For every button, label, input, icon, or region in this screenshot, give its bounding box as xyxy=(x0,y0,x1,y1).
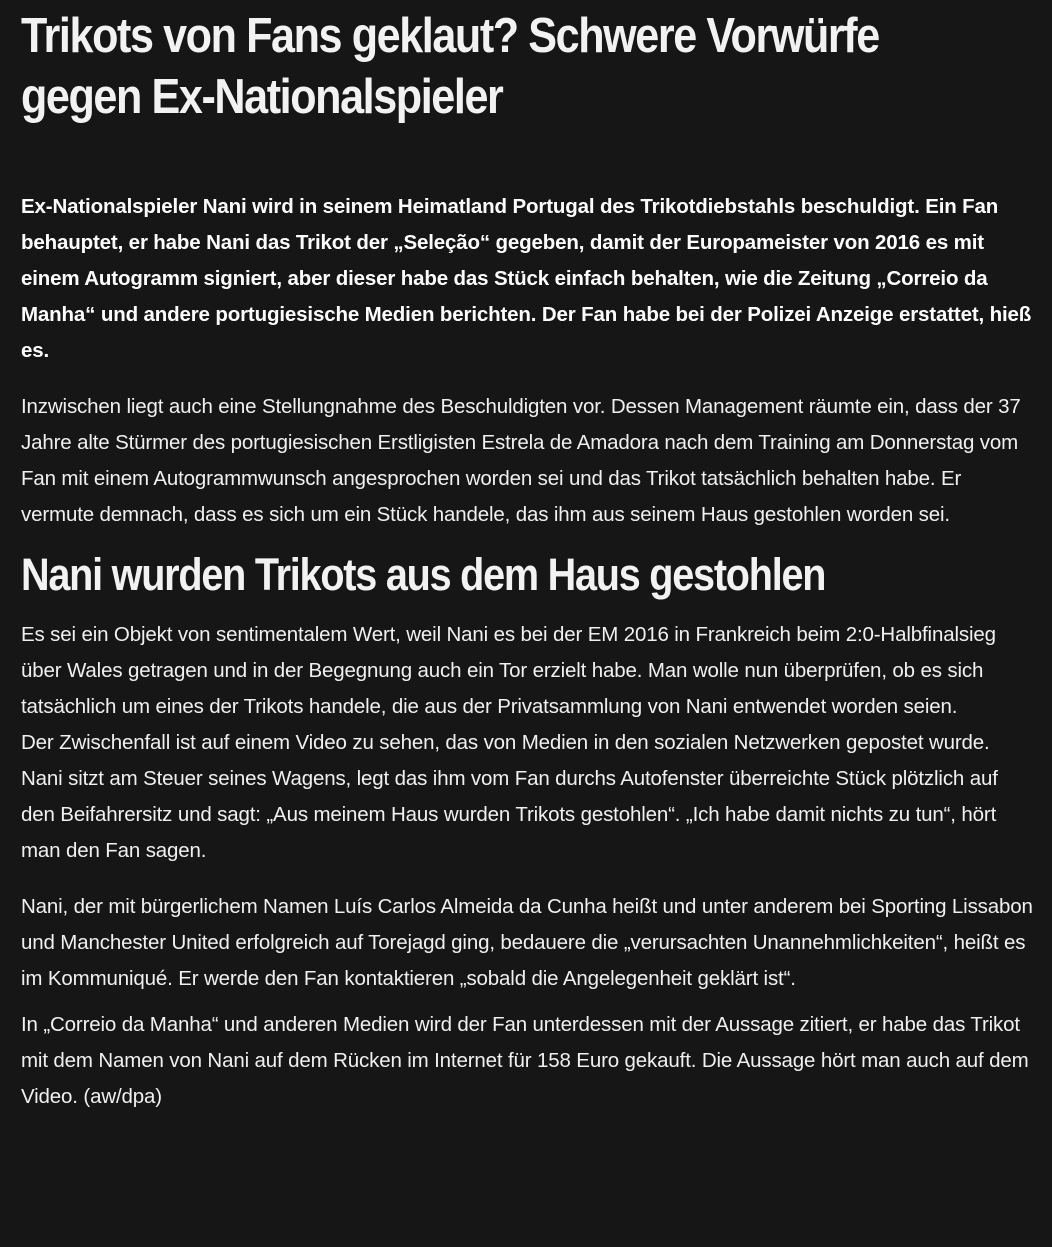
article-headline: Trikots von Fans geklaut? Schwere Vorwürfe gegen Ex-Nationalspieler xyxy=(21,9,879,124)
article-paragraph-1: Inzwischen liegt auch eine Stellungnahme des Beschuldigten vor. Dessen Management räumte ein, dass der 37 Jahre alte Stürmer des portugiesischen Erstligisten Estrela de Amadora nach dem Training am Donnerstag vom Fan mit einem Autogrammwunsch angesprochen worden sei und das Trikot tatsächlich behalten habe. Er vermute demnach, dass es sich um ein Stück handele, das ihm aus seinem Haus gestohlen worden sei. xyxy=(21,395,1021,526)
article-paragraph-4: Nani, der mit bürgerlichem Namen Luís Carlos Almeida da Cunha heißt und unter anderem bei Sporting Lissabon und Manchester United erfolgreich auf Torejagd ging, bedauere die „verursachten Unannehmlichkeiten“, heißt es im Kommuniqué. Er werde den Fan kontaktieren „sobald die Angelegenheit geklärt ist“. xyxy=(21,895,1033,990)
article-paragraph-5: In „Correio da Manha“ und anderen Medien wird der Fan unterdessen mit der Aussage zitiert, er habe das Trikot mit dem Namen von Nani auf dem Rücken im Internet für 158 Euro gekauft. Die Aussage hört man auch auf dem Video. (aw/dpa) xyxy=(21,1013,1029,1108)
article-paragraph-2: Es sei ein Objekt von sentimentalem Wert, weil Nani es bei der EM 2016 in Frankreich beim 2:0-Halbfinalsieg über Wales getragen und in der Begegnung auch ein Tor erzielt habe. Man wolle nun überprüfen, ob es sich tatsächlich um eines der Trikots handele, die aus der Privatsammlung von Nani entwendet worden seien. xyxy=(21,623,996,718)
article-subheadline: Nani wurden Trikots aus dem Haus gestohlen xyxy=(21,549,826,600)
article-lead: Ex-Nationalspieler Nani wird in seinem Heimatland Portugal des Trikotdiebstahls beschuldigt. Ein Fan behauptet, er habe Nani das Trikot der „Seleção“ gegeben, damit der Europameister von 2016 es mit einem Autogramm signiert, aber dieser habe das Stück einfach behalten, wie die Zeitung „Correio da Manha“ und andere portugiesische Medien berichten. Der Fan habe bei der Polizei Anzeige erstattet, hieß es. xyxy=(21,195,1032,362)
article-paragraph-3: Der Zwischenfall ist auf einem Video zu sehen, das von Medien in den sozialen Netzwerken gepostet wurde. Nani sitzt am Steuer seines Wagens, legt das ihm vom Fan durchs Autofenster überreichte Stück plötzlich auf den Beifahrersitz und sagt: „Aus meinem Haus wurden Trikots gestohlen“. „Ich habe damit nichts zu tun“, hört man den Fan sagen. xyxy=(21,731,998,862)
